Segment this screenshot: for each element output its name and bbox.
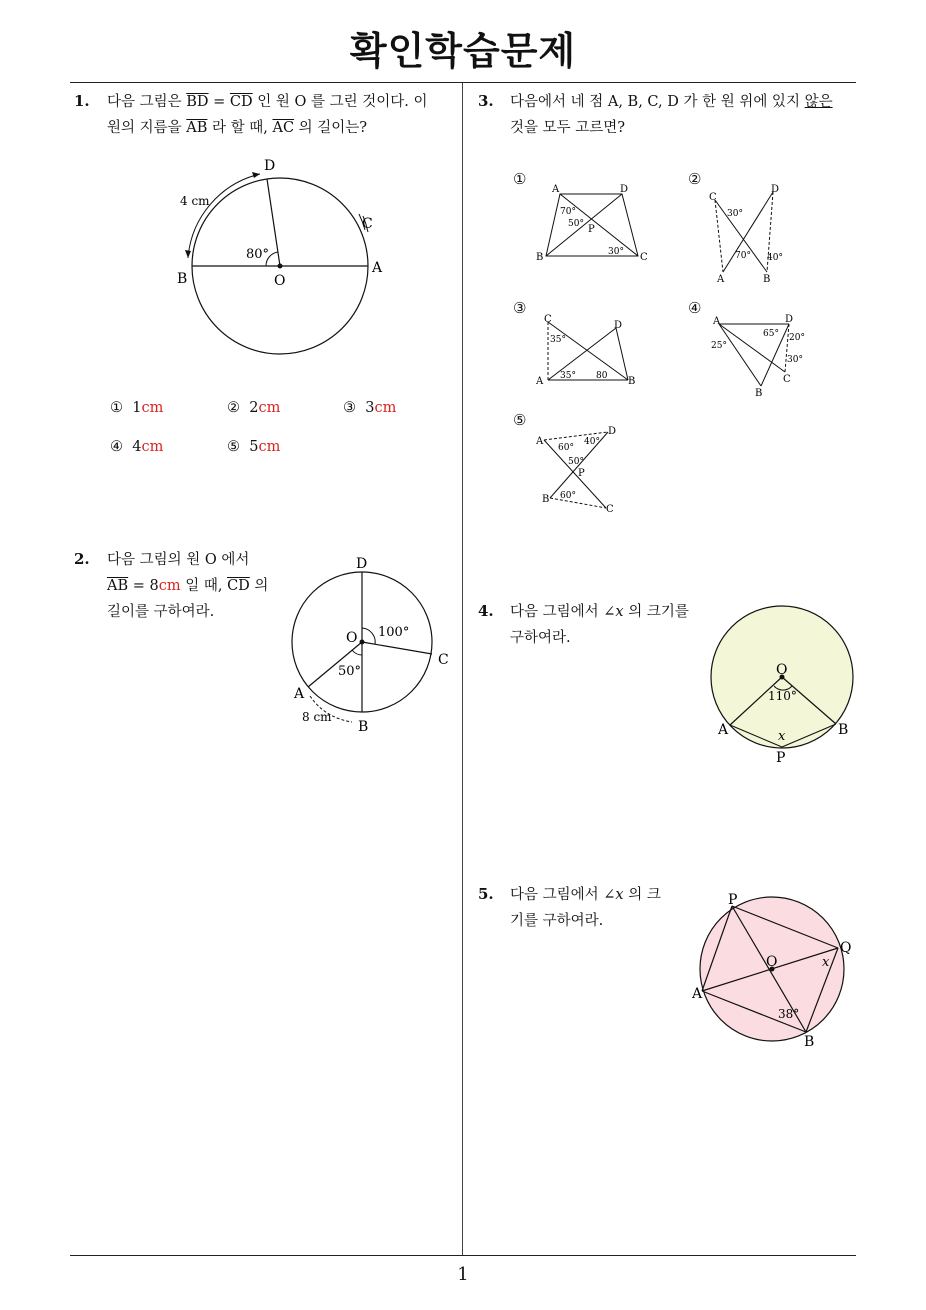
f5-50: 50°: [568, 457, 584, 467]
q3-mark-2[interactable]: ②: [688, 170, 702, 188]
q4-line1: [510, 599, 710, 625]
choice-number: 3: [365, 400, 375, 416]
q2-text: [107, 547, 287, 625]
q2-eq: = 8: [132, 578, 159, 594]
q3-mark-4[interactable]: ④: [688, 299, 702, 317]
f1-a: A: [552, 184, 560, 195]
q4-x-label: x: [778, 729, 786, 744]
top-rule: [70, 82, 856, 83]
q2-label-c: C: [438, 652, 449, 668]
q2-line2: [107, 573, 287, 599]
q1-text-b: 인 원 O 를 그린 것이다. 이: [257, 94, 428, 110]
f1-30: 30°: [608, 247, 624, 257]
q5-number: 5.: [478, 885, 494, 903]
f4-b: B: [755, 388, 763, 399]
q1-choice-5[interactable]: [227, 439, 280, 455]
q4-angle-x: ∠x: [603, 604, 624, 620]
column-divider: [462, 83, 463, 1255]
f3-80: 80: [596, 371, 608, 381]
q5-angle-label: 38°: [778, 1007, 800, 1021]
f5-60a: 60°: [558, 443, 574, 453]
q5-label-q: Q: [840, 940, 852, 956]
q3-figure-5: [530, 422, 630, 517]
f5-60b: 60°: [560, 491, 576, 501]
choice-number: 4: [132, 439, 142, 455]
q1-seg-ab: $\overline{AB}$: [186, 120, 208, 136]
q4-number: 4.: [478, 602, 494, 620]
f4-30: 30°: [787, 355, 803, 365]
choice-number: 2: [249, 400, 259, 416]
choice-mark: ③: [343, 400, 356, 416]
q2-arc-ab: $\overline{AB}$: [107, 578, 129, 594]
page-number: 1: [457, 1264, 469, 1285]
q4-label-b: B: [838, 722, 849, 738]
choice-unit: cm: [141, 439, 164, 455]
q1-line1: [107, 89, 457, 115]
q4-label-p: P: [776, 750, 786, 766]
q1-label-d: D: [264, 158, 276, 174]
f1-b: B: [536, 252, 544, 263]
f3-d: D: [614, 320, 623, 331]
f4-20: 20°: [789, 333, 805, 343]
choice-mark: ①: [110, 400, 123, 416]
q1-number: 1.: [74, 92, 90, 110]
q3-figure-3: [530, 312, 650, 392]
q1-line2: [107, 115, 457, 141]
f1-p: P: [588, 224, 595, 235]
f2-30: 30°: [727, 209, 743, 219]
choice-mark: ⑤: [227, 439, 240, 455]
q4-text: [510, 599, 710, 651]
choice-unit: cm: [258, 439, 281, 455]
q3-text: [510, 89, 870, 141]
q3-text-a: 다음에서 네 점 A, B, C, D 가 한 원 위에 있지: [510, 94, 800, 110]
q1-label-a: A: [372, 260, 383, 276]
f4-c: C: [783, 374, 791, 385]
choice-number: 1: [132, 400, 142, 416]
q5-text-b: 의 크: [628, 887, 661, 903]
q3-line2: 것을 모두 고르면?: [510, 120, 626, 136]
q1-text-a: 다음 그림은: [107, 94, 182, 110]
q4-line2: 구하여라.: [510, 630, 571, 646]
f4-65: 65°: [763, 329, 779, 339]
f2-70: 70°: [735, 251, 751, 261]
q5-figure: [690, 890, 860, 1050]
f5-c: C: [606, 504, 614, 515]
q1-label-b: B: [177, 271, 188, 287]
q5-x-label: x: [822, 955, 830, 970]
q1-arc-bd: $\overline{BD}$: [186, 94, 209, 110]
f3-c: C: [544, 314, 552, 325]
q1-eq: =: [213, 94, 226, 110]
f1-50: 50°: [568, 219, 584, 229]
q2-angle-50: 50°: [338, 664, 362, 679]
q1-text-e: 의 길이는?: [298, 120, 368, 136]
q1-text-c: 원의 지름을: [107, 120, 182, 136]
q1-choice-1[interactable]: [110, 400, 163, 416]
q5-text-a: 다음 그림에서: [510, 887, 599, 903]
q5-angle-x: ∠x: [603, 887, 624, 903]
q2-text-c: 의: [254, 578, 269, 594]
f2-c: C: [709, 192, 717, 203]
q4-angle-label: 110°: [768, 689, 797, 703]
q5-line1: [510, 882, 690, 908]
q3-figure-2: [705, 180, 805, 290]
q1-arc-cd: $\overline{CD}$: [229, 94, 253, 110]
f4-d: D: [785, 314, 794, 325]
q5-label-p: P: [728, 892, 738, 908]
q2-figure: [280, 550, 460, 740]
q3-underlined-word: 않은: [804, 94, 833, 110]
q5-label-a: A: [692, 986, 703, 1002]
choice-number: 5: [249, 439, 259, 455]
f3-b: B: [628, 376, 636, 387]
f3-a: A: [536, 376, 544, 387]
q5-text: [510, 882, 690, 934]
q5-label-o: O: [766, 954, 778, 970]
f2-a: A: [717, 274, 725, 285]
q2-angle-100: 100°: [378, 625, 410, 640]
f5-b: B: [542, 494, 550, 505]
q1-text-d: 라 할 때,: [212, 120, 268, 136]
q5-label-b: B: [804, 1034, 815, 1050]
q1-choice-3[interactable]: [343, 400, 396, 416]
q1-label-o: O: [274, 273, 286, 289]
q2-unit: cm: [158, 578, 181, 594]
q2-label-d: D: [356, 556, 368, 572]
q3-mark-3[interactable]: ③: [513, 299, 527, 317]
q4-figure: [700, 600, 870, 770]
q3-number: 3.: [478, 92, 494, 110]
f5-a: A: [536, 436, 544, 447]
f2-d: D: [771, 184, 780, 195]
q1-figure: [160, 150, 410, 365]
q1-length-label: 4 cm: [180, 194, 210, 208]
q2-label-o: O: [346, 630, 358, 646]
q3-mark-5[interactable]: ⑤: [513, 411, 527, 429]
q2-line1: 다음 그림의 원 O 에서: [107, 552, 250, 568]
f5-p: P: [578, 468, 585, 479]
q2-arc-cd: $\overline{CD}$: [227, 578, 250, 594]
choice-unit: cm: [374, 400, 397, 416]
bottom-rule: [70, 1255, 856, 1256]
q2-number: 2.: [74, 550, 90, 568]
f3-35a: 35°: [550, 335, 566, 345]
q3-mark-1[interactable]: ①: [513, 170, 527, 188]
choice-mark: ②: [227, 400, 240, 416]
f5-40: 40°: [584, 437, 600, 447]
f3-35b: 35°: [560, 371, 576, 381]
choice-unit: cm: [258, 400, 281, 416]
f4-a: A: [713, 316, 721, 327]
f5-d: D: [608, 426, 617, 437]
q4-text-b: 의 크기를: [628, 604, 689, 620]
q3-figure-1: [530, 180, 660, 270]
q2-length-label: 8 cm: [302, 710, 332, 724]
choice-mark: ④: [110, 439, 123, 455]
f4-25: 25°: [711, 341, 727, 351]
q4-label-o: O: [776, 662, 788, 678]
q2-line3: 길이를 구하여라.: [107, 604, 215, 620]
q2-label-b: B: [358, 719, 369, 735]
q3-line1: [510, 89, 870, 115]
q2-label-a: A: [294, 686, 305, 702]
page-title: 확인학습문제: [349, 29, 577, 73]
f1-c: C: [640, 252, 648, 263]
q3-figure-4: [705, 310, 815, 400]
choice-unit: cm: [141, 400, 164, 416]
q5-line2: 기를 구하여라.: [510, 913, 604, 929]
q4-text-a: 다음 그림에서: [510, 604, 599, 620]
q1-text: [107, 89, 457, 141]
q1-choice-4[interactable]: [110, 439, 163, 455]
f2-b: B: [763, 274, 771, 285]
f2-40: 40°: [767, 253, 783, 263]
q1-angle-label: 80°: [246, 247, 270, 262]
q1-choice-2[interactable]: [227, 400, 280, 416]
f1-70: 70°: [560, 207, 576, 217]
q2-text-b: 일 때,: [185, 578, 223, 594]
q1-label-c: C: [362, 216, 373, 232]
f1-d: D: [620, 184, 629, 195]
q1-arc-ac: $\overline{AC}$: [272, 120, 295, 136]
q4-label-a: A: [718, 722, 729, 738]
